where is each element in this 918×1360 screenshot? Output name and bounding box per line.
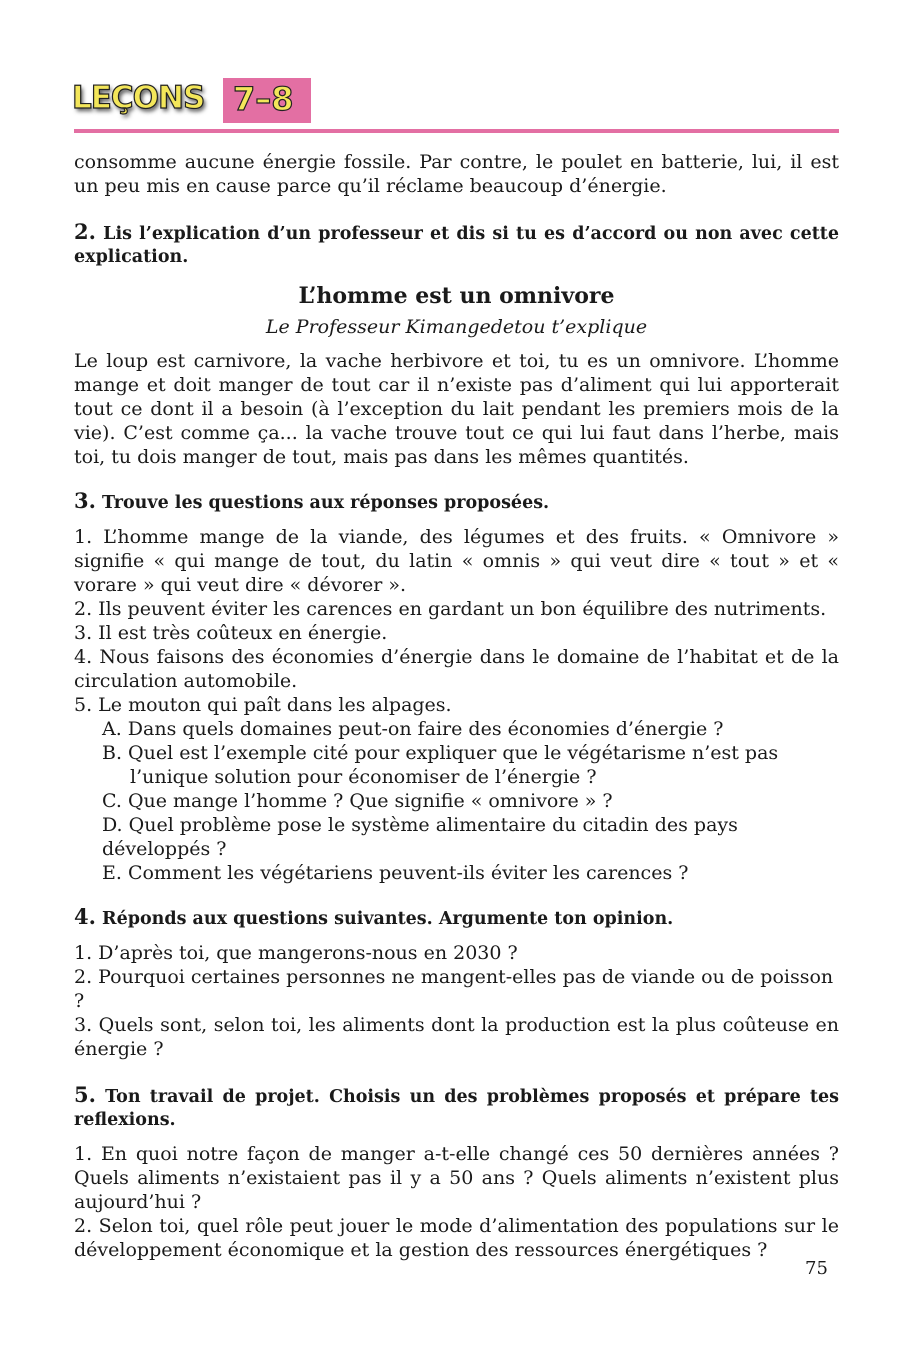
list-item: E. Comment les végétariens peuvent-ils éviter les carences ?: [102, 862, 689, 884]
lessons-label: LEÇONS: [72, 80, 205, 116]
task-number: 3.: [74, 488, 96, 513]
header-rule: [74, 129, 839, 133]
task-3-instruction: [74, 489, 839, 515]
task-instruction-text: Ton travail de projet. Choisis un des problèmes proposés et prépare tes reflexions.: [74, 1087, 840, 1130]
page-number: 75: [805, 1258, 828, 1279]
list-item: B. Quel est l’exemple cité pour expliquer que le végétarisme n’est pas l’unique solution pour économiser de l’énergie ?: [102, 742, 779, 788]
task-instruction-text: Trouve les questions aux réponses proposées.: [102, 493, 550, 513]
list-item: 1. D’après toi, que mangerons-nous en 2030 ?: [74, 942, 518, 964]
task-5-instruction: [74, 1083, 839, 1132]
list-item: 1. En quoi notre façon de manger a-t-elle changé ces 50 dernières années ? Quels aliments n’existaient pas il y a 50 ans ? Quels aliments n’existent plus aujourd’hui ?: [74, 1143, 839, 1213]
list-item: 1. L’homme mange de la viande, des légumes et des fruits. « Omnivore » signifie « qui mange de tout, du latin « omnis » qui veut dire « tout » et « vorare » qui veut dire « dévorer ».: [74, 526, 839, 596]
intro-paragraph: consomme aucune énergie fossile. Par contre, le poulet en batterie, lui, il est un peu mis en cause parce qu’il réclame beaucoup d’énergie.: [74, 151, 839, 197]
task-5-list: [74, 1142, 839, 1262]
list-item: 2. Ils peuvent éviter les carences en gardant un bon équilibre des nutriments.: [74, 598, 827, 620]
text-subtitle: Le Professeur Kimangedetou t’explique: [265, 316, 648, 338]
list-item: D. Quel problème pose le système alimentaire du citadin des pays développés ?: [102, 814, 738, 860]
list-item: 5. Le mouton qui paît dans les alpages.: [74, 694, 452, 716]
task-4-list: [74, 941, 839, 1061]
list-item: C. Que mange l’homme ? Que signifie « omnivore » ?: [102, 790, 613, 812]
text-title: L’homme est un omnivore: [298, 283, 615, 309]
text-body: Le loup est carnivore, la vache herbivore et toi, tu es un omnivore. L’homme mange et doit manger de tout car il n’existe pas d’aliment qui lui apporterait tout ce dont il a besoin (à l’exception du lait pendant les premiers mois de la vie). C’est comme ça... la vache trouve tout ce qui lui faut dans l’herbe, mais toi, tu dois manger de tout, mais pas dans les mêmes quantités.: [74, 350, 839, 468]
task-number: 5.: [74, 1082, 96, 1107]
list-item: A. Dans quels domaines peut-on faire des économies d’énergie ?: [102, 718, 724, 740]
list-item: 2. Pourquoi certaines personnes ne mangent-elles pas de viande ou de poisson ?: [74, 966, 834, 1012]
list-item: 4. Nous faisons des économies d’énergie dans le domaine de l’habitat et de la circulation automobile.: [74, 646, 839, 692]
questions-list: [74, 717, 839, 885]
list-item: 2. Selon toi, quel rôle peut jouer le mode d’alimentation des populations sur le développement économique et la gestion des ressources énergétiques ?: [74, 1215, 839, 1261]
page-content: [74, 150, 839, 1262]
list-item: 3. Quels sont, selon toi, les aliments dont la production est la plus coûteuse en énergie ?: [74, 1014, 839, 1060]
task-instruction-text: Réponds aux questions suivantes. Argumente ton opinion.: [102, 909, 674, 929]
task-number: 2.: [74, 219, 96, 244]
list-item: 3. Il est très coûteux en énergie.: [74, 622, 388, 644]
task-instruction-text: Lis l’explication d’un professeur et dis si tu es d’accord ou non avec cette explication.: [74, 224, 840, 267]
lessons-number-box: [223, 78, 311, 123]
task-4-instruction: [74, 905, 839, 931]
task-2-instruction: [74, 220, 839, 269]
answers-list: [74, 525, 839, 717]
lessons-number: 7–8: [233, 80, 294, 118]
task-number: 4.: [74, 904, 96, 929]
